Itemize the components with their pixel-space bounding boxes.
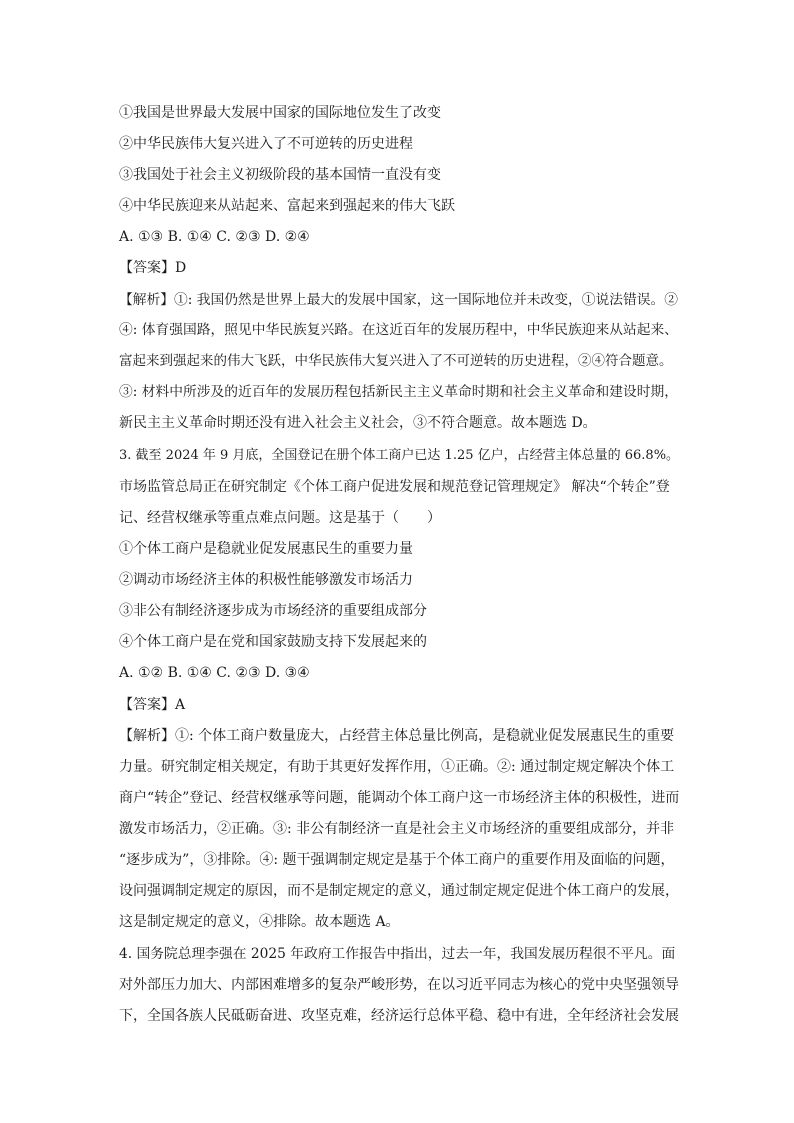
option-line-2: ②调动市场经济主体的积极性能够激发市场活力 <box>119 572 413 588</box>
choices-line: A. ①③ B. ①④ C. ②③ D. ②④ <box>119 229 310 245</box>
question-line: 下，全国各族人民砥砺奋进、攻坚克难，经济运行总体平稳、稳中有进，全年经济社会发展 <box>119 1008 679 1024</box>
question-line: 3. 截至 2024 年 9 月底，全国登记在册个体工商户已达 1.25 亿户，占经营主体总量的 66.8%。 <box>119 448 680 463</box>
analysis-line: 【解析】①: 我国仍然是世界上最大的发展中国家，这一国际地位并未改变，①说法错误。② <box>119 292 679 308</box>
option-line-3: ③我国处于社会主义初级阶段的基本国情一直没有变 <box>119 167 441 183</box>
answer-line: 【答案】D <box>119 260 187 276</box>
analysis-line: 这是制定规定的意义，④排除。故本题选 A。 <box>119 914 400 930</box>
analysis-line: 商户“转企”登记、经营权继承等问题，能调动个体工商户这一市场经济主体的积极性，进而 <box>119 790 680 806</box>
question-line: 市场监管总局正在研究制定《个体工商户促进发展和规范登记管理规定》 解决“个转企”登 <box>119 479 670 495</box>
analysis-line: 富起来到强起来的伟大飞跃，中华民族伟大复兴进入了不可逆转的历史进程，②④符合题意。 <box>119 353 673 369</box>
analysis-line: 力量。研究制定相关规定，有助于其更好发挥作用，①正确。②: 通过制定规定解决个体工 <box>119 759 675 775</box>
choices-line: A. ①② B. ①④ C. ②③ D. ③④ <box>119 665 310 681</box>
option-line-1: ①我国是世界最大发展中国家的国际地位发生了改变 <box>119 105 441 121</box>
question-line: 记、经营权继承等重点难点问题。这是基于（ ） <box>119 510 441 526</box>
question-line: 对外部压力加大、内部困难增多的复杂严峻形势，在以习近平同志为核心的党中央坚强领导 <box>119 977 679 993</box>
analysis-line: 设问强调制定规定的原因，而不是制定规定的意义，通过制定规定促进个体工商户的发展， <box>119 883 679 899</box>
answer-line: 【答案】A <box>119 697 186 713</box>
analysis-line: ③: 材料中所涉及的近百年的发展历程包括新民主主义革命时期和社会主义革命和建设时期， <box>119 384 679 400</box>
analysis-line: ④: 体育强国路，照见中华民族复兴路。在这近百年的发展历程中，中华民族迎来从站起来、 <box>119 322 679 338</box>
option-line-4: ④中华民族迎来从站起来、富起来到强起来的伟大飞跃 <box>119 198 455 214</box>
question-line: 4. 国务院总理李强在 2025 年政府工作报告中指出，过去一年，我国发展历程很不平凡。面 <box>119 946 676 962</box>
analysis-line: 新民主主义革命时期还没有进入社会主义社会，③不符合题意。故本题选 D。 <box>119 415 597 431</box>
analysis-line: “逐步成为”，③排除。④: 题干强调制定规定是基于个体工商户的重要作用及面临的问题， <box>119 852 675 868</box>
option-line-4: ④个体工商户是在党和国家鼓励支持下发展起来的 <box>119 634 427 650</box>
analysis-line: 【解析】①: 个体工商户数量庞大，占经营主体总量比例高，是稳就业促发展惠民生的重要 <box>119 728 675 744</box>
option-line-2: ②中华民族伟大复兴进入了不可逆转的历史进程 <box>119 136 413 152</box>
analysis-line: 激发市场活力，②正确。③: 非公有制经济一直是社会主义市场经济的重要组成部分，并非 <box>119 821 675 837</box>
option-line-1: ①个体工商户是稳就业促发展惠民生的重要力量 <box>119 541 413 557</box>
option-line-3: ③非公有制经济逐步成为市场经济的重要组成部分 <box>119 603 427 619</box>
